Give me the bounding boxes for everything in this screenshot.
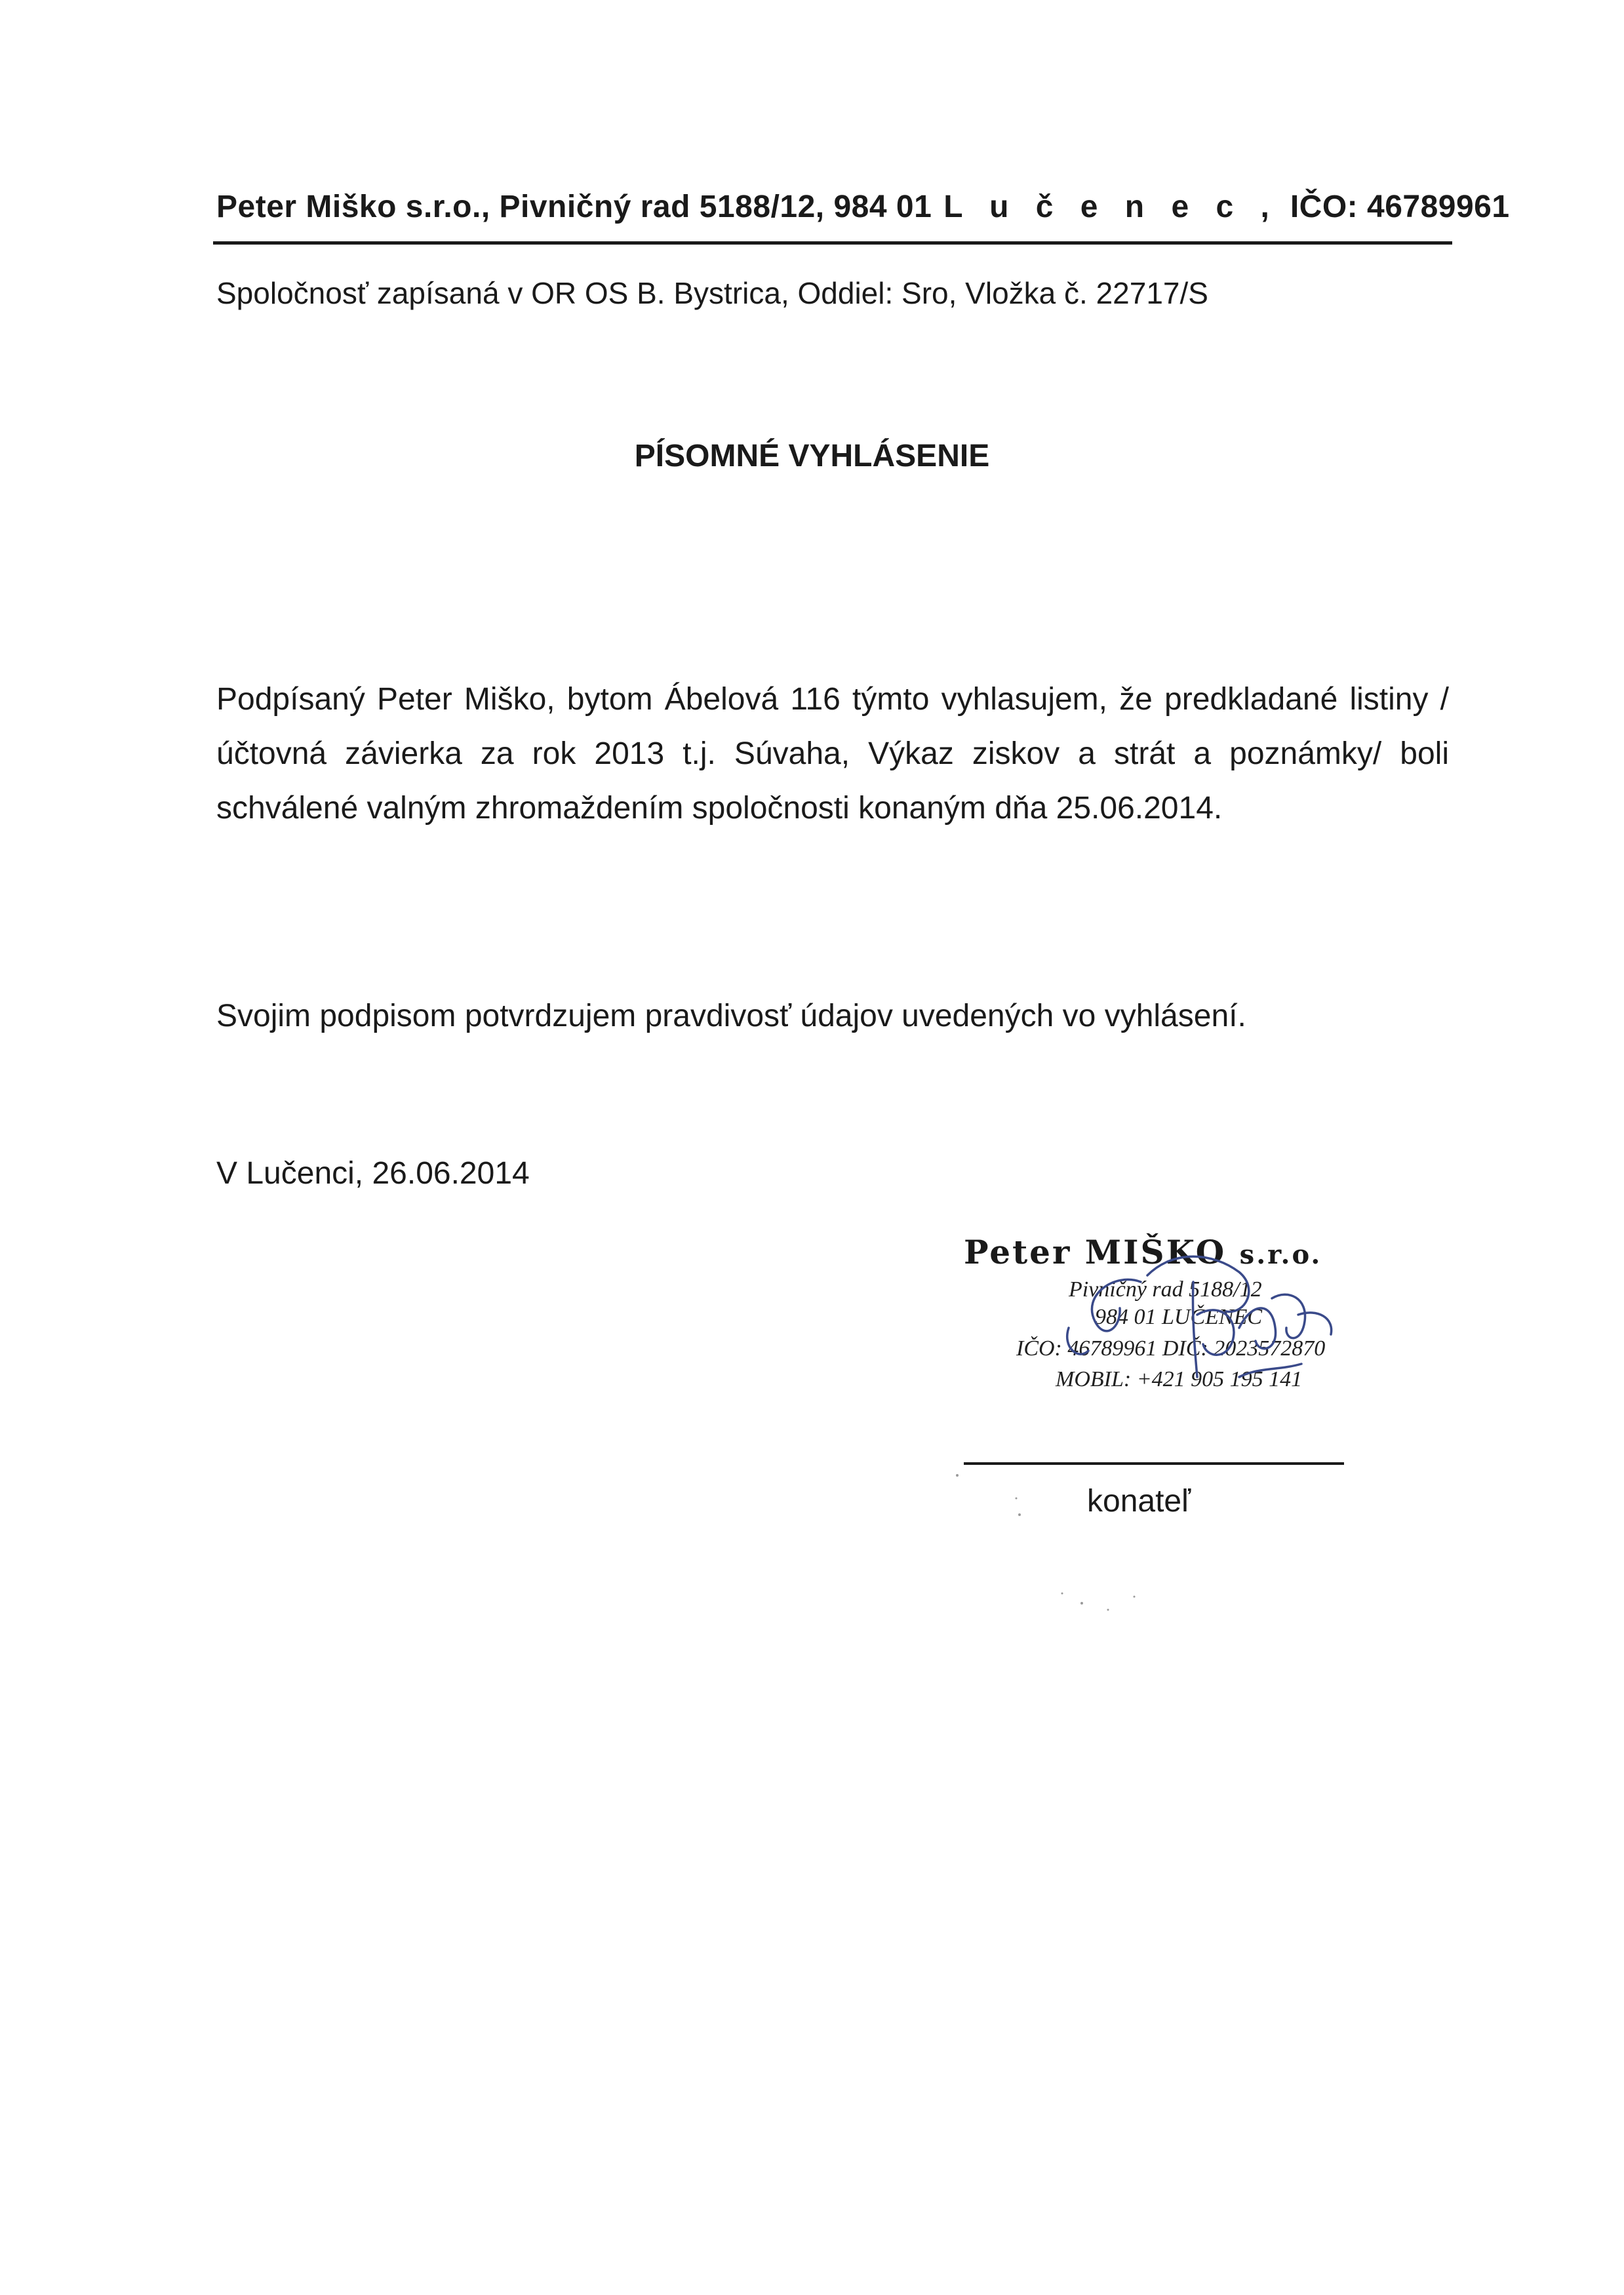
header-divider xyxy=(213,241,1452,245)
stamp-mobile: MOBIL: +421 905 195 141 xyxy=(1056,1367,1303,1391)
stamp-ids: IČO: 46789961 DIČ: 2023572870 xyxy=(1016,1336,1326,1361)
company-city: L u č e n e c , xyxy=(943,190,1278,224)
stamp-company-name xyxy=(964,1233,1322,1271)
declaration-paragraph: Podpísaný Peter Miško, bytom Ábelová 116 týmto vyhlasujem, že predkladané listiny /účtovná závierka za rok 2013 t.j. Súvaha, Výkaz ziskov a strát a poznámky/ boli schválené valným zhromaždením spoločnosti konaným dňa 25.06.2014. xyxy=(216,682,1449,826)
place-and-date: V Lučenci, 26.06.2014 xyxy=(216,1156,530,1191)
stamp-address: Pivničný rad 5188/12 xyxy=(1069,1277,1262,1302)
company-name-address: Peter Miško s.r.o., Pivničný rad 5188/12, 984 01 xyxy=(216,190,932,224)
company-header xyxy=(216,189,1510,225)
confirmation-statement: Svojim podpisom potvrdzujem pravdivosť údajov uvedených vo vyhlásení. xyxy=(216,999,1246,1033)
company-stamp xyxy=(964,1233,1436,1410)
stamp-name-text: Peter MIŠKO xyxy=(964,1233,1227,1271)
registry-info: Spoločnosť zapísaná v OR OS B. Bystrica, Oddiel: Sro, Vložka č. 22717/S xyxy=(216,276,1208,310)
document-title: PÍSOMNÉ VYHLÁSENIE xyxy=(634,439,990,473)
scan-specks xyxy=(918,1462,1180,1626)
company-ico: IČO: 46789961 xyxy=(1290,190,1510,224)
stamp-city: 984 01 LUČENEC xyxy=(1095,1305,1263,1329)
signatory-role: konateľ xyxy=(1087,1484,1191,1519)
stamp-suffix: s.r.o. xyxy=(1239,1239,1322,1270)
